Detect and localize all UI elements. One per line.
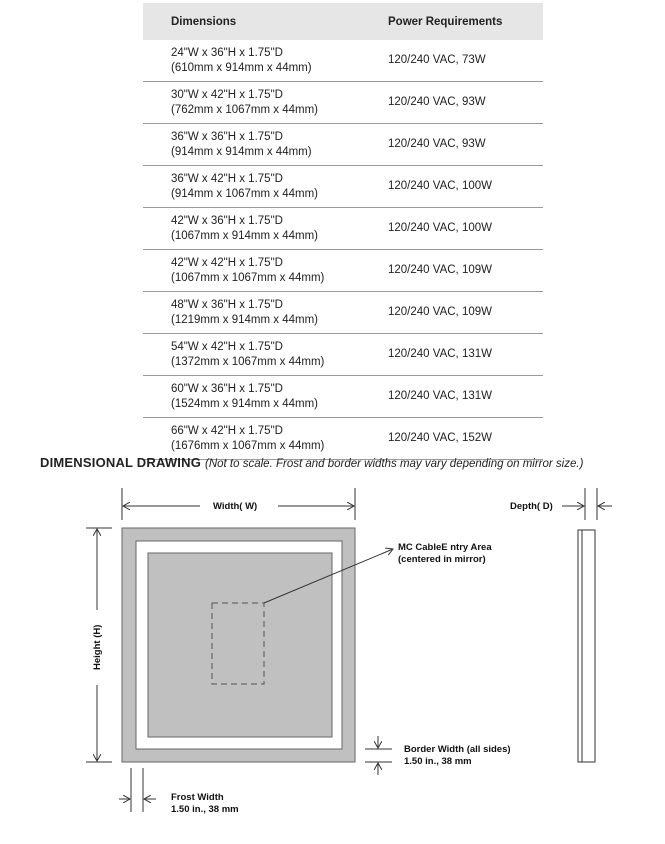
width-label: Width( W) [213,501,258,512]
metric-size: (1067mm x 914mm x 44mm) [171,229,318,242]
frost-value: 1.50 in., 38 mm [171,804,239,815]
cable-label: MC CableE ntry Area [398,542,492,553]
power-cell: 120/240 VAC, 131W [387,376,543,418]
power-cell: 120/240 VAC, 73W [387,40,543,82]
border-label: Border Width (all sides) [404,744,511,755]
imperial-size: 66"W x 42"H x 1.75"D [171,424,283,437]
header-power: Power Requirements [387,3,543,40]
power-cell: 120/240 VAC, 93W [387,124,543,166]
metric-size: (914mm x 914mm x 44mm) [171,145,312,158]
imperial-size: 36"W x 36"H x 1.75"D [171,130,283,143]
power-cell: 120/240 VAC, 152W [387,418,543,460]
power-cell: 120/240 VAC, 109W [387,250,543,292]
power-cell: 120/240 VAC, 109W [387,292,543,334]
metric-size: (762mm x 1067mm x 44mm) [171,103,318,116]
depth-label: Depth( D) [510,501,553,512]
imperial-size: 42"W x 42"H x 1.75"D [171,256,283,269]
imperial-size: 60"W x 36"H x 1.75"D [171,382,283,395]
power-cell: 120/240 VAC, 131W [387,334,543,376]
metric-size: (610mm x 914mm x 44mm) [171,61,312,74]
metric-size: (1676mm x 1067mm x 44mm) [171,439,325,452]
drawing-note: (Not to scale. Frost and border widths may vary depending on mirror size.) [205,458,584,470]
border-value: 1.50 in., 38 mm [404,756,472,767]
power-cell: 120/240 VAC, 93W [387,82,543,124]
power-cell: 120/240 VAC, 100W [387,208,543,250]
metric-size: (1067mm x 1067mm x 44mm) [171,271,325,284]
power-cell: 120/240 VAC, 100W [387,166,543,208]
imperial-size: 48"W x 36"H x 1.75"D [171,298,283,311]
metric-size: (1219mm x 914mm x 44mm) [171,313,318,326]
imperial-size: 36"W x 42"H x 1.75"D [171,172,283,185]
mirror-inner [148,553,332,737]
frost-label: Frost Width [171,792,224,803]
metric-size: (1524mm x 914mm x 44mm) [171,397,318,410]
imperial-size: 54"W x 42"H x 1.75"D [171,340,283,353]
imperial-size: 42"W x 36"H x 1.75"D [171,214,283,227]
side-view [578,530,595,762]
cable-sublabel: (centered in mirror) [398,554,486,565]
metric-size: (914mm x 1067mm x 44mm) [171,187,318,200]
metric-size: (1372mm x 1067mm x 44mm) [171,355,325,368]
imperial-size: 24"W x 36"H x 1.75"D [171,46,283,59]
drawing-title: DIMENSIONAL DRAWING [40,455,202,470]
height-label: Height (H) [92,624,103,670]
imperial-size: 30"W x 42"H x 1.75"D [171,88,283,101]
header-dimensions: Dimensions [143,3,387,40]
